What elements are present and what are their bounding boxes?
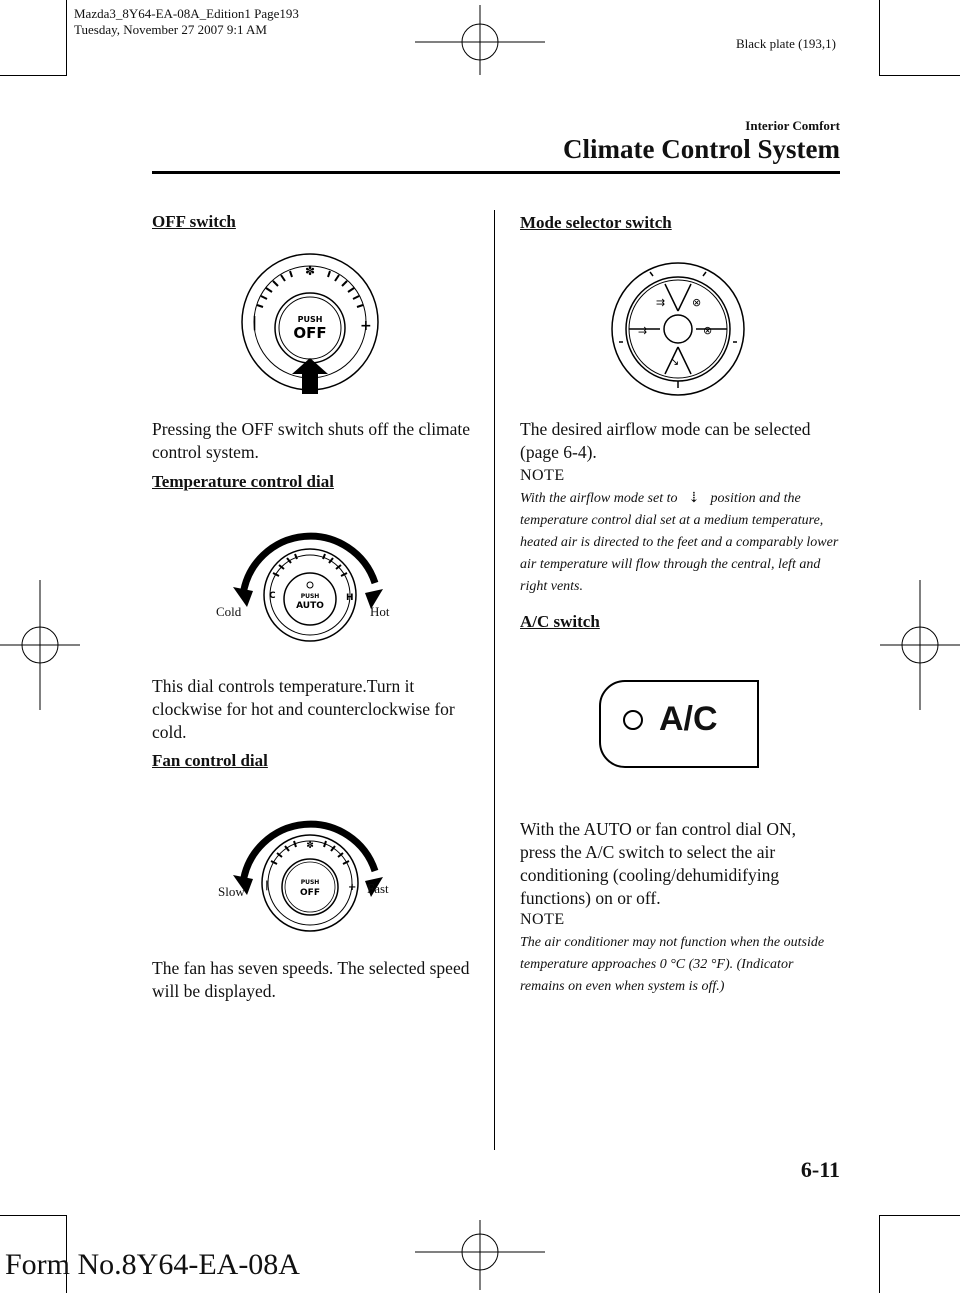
ac-button-illustration [599, 680, 759, 768]
temperature-dial-heading: Temperature control dial [152, 472, 334, 491]
chapter-title: Interior Comfort [745, 118, 840, 133]
mode-note [520, 488, 840, 598]
fan-dial-illustration [225, 795, 395, 925]
registration-mark-top [415, 5, 545, 75]
svg-text:✽: ✽ [306, 841, 314, 851]
form-number: Form No.8Y64-EA-08A [5, 1248, 300, 1281]
ac-note-label: NOTE [520, 911, 565, 928]
fan-dial-description: The fan has seven speeds. The selected speed will be displayed. [152, 958, 470, 1001]
mode-selector-illustration [608, 262, 748, 397]
fast-label: Fast [367, 881, 389, 896]
defrost-mode-icon: ⊗ [692, 296, 702, 309]
mode-selector-description: The desired airflow mode can be selected (page 6-4). [520, 419, 811, 462]
svg-text:|: | [252, 315, 258, 331]
header-rule [152, 171, 840, 174]
off-switch-heading: OFF switch [152, 212, 236, 231]
ac-switch-description: With the AUTO or fan control dial ON, press the A/C switch to select the air conditioning (cooling/dehumidifying functions) on or off. [520, 819, 797, 908]
plate-info: Black plate (193,1) [736, 36, 836, 51]
ac-note: The air conditioner may not function when the outside temperature approaches 0 °C (32 °F). (Indicator remains on even when system is off.) [520, 935, 825, 994]
file-info-line2: Tuesday, November 27 2007 9:1 AM [74, 22, 267, 37]
page-number: 6-11 [800, 1157, 840, 1182]
svg-text:+: + [360, 318, 372, 334]
registration-mark-left [0, 580, 80, 710]
bilevel-mode-icon: ⇉ [638, 324, 648, 337]
temperature-dial-illustration [225, 515, 395, 640]
fan-dial-heading: Fan control dial [152, 751, 268, 770]
floor-airflow-icon: ⇣ [688, 491, 700, 506]
auto-button-label: AUTO [296, 601, 324, 611]
auto-push-label: PUSH [300, 593, 320, 600]
mode-note-after-icon: position and the temperature control dial set at a medium temperature, heated air is directed to the feet and a comparably lower air temperature will flow through the central, left and right vents. [520, 491, 839, 594]
floor-defrost-mode-icon: ⊗ [703, 324, 713, 337]
fan-push-label: PUSH [300, 879, 320, 886]
svg-text:✽: ✽ [304, 264, 316, 278]
scale-cold-letter: C [269, 591, 276, 601]
off-button-label: OFF [293, 324, 327, 342]
off-switch-illustration [230, 250, 390, 395]
vent-mode-icon: ⇉ [656, 296, 666, 309]
registration-mark-bottom [415, 1220, 545, 1290]
floor-mode-icon: ↘ [670, 355, 680, 368]
svg-text:|: | [265, 880, 269, 891]
registration-mark-right [880, 580, 960, 710]
cold-label: Cold [216, 604, 242, 619]
mode-selector-heading: Mode selector switch [520, 213, 672, 232]
section-title: Climate Control System [563, 134, 840, 164]
ac-button-label: A/C [659, 700, 718, 738]
mode-note-label: NOTE [520, 467, 565, 484]
mode-note-before-icon: With the airflow mode set to [520, 491, 678, 506]
fan-off-label: OFF [300, 888, 320, 898]
off-switch-description: Pressing the OFF switch shuts off the climate control system. [152, 419, 471, 462]
svg-text:+: + [348, 882, 357, 893]
scale-hot-letter: H [346, 593, 354, 603]
ac-indicator-icon [623, 710, 643, 730]
column-divider [494, 210, 495, 1150]
file-info-line1: Mazda3_8Y64-EA-08A_Edition1 Page193 [74, 6, 299, 21]
temperature-dial-description: This dial controls temperature.Turn it clockwise for hot and counterclockwise for cold. [152, 676, 455, 742]
ac-switch-heading: A/C switch [520, 612, 600, 631]
off-push-label: PUSH [297, 315, 323, 324]
hot-label: Hot [370, 604, 390, 619]
slow-label: Slow [218, 884, 245, 899]
